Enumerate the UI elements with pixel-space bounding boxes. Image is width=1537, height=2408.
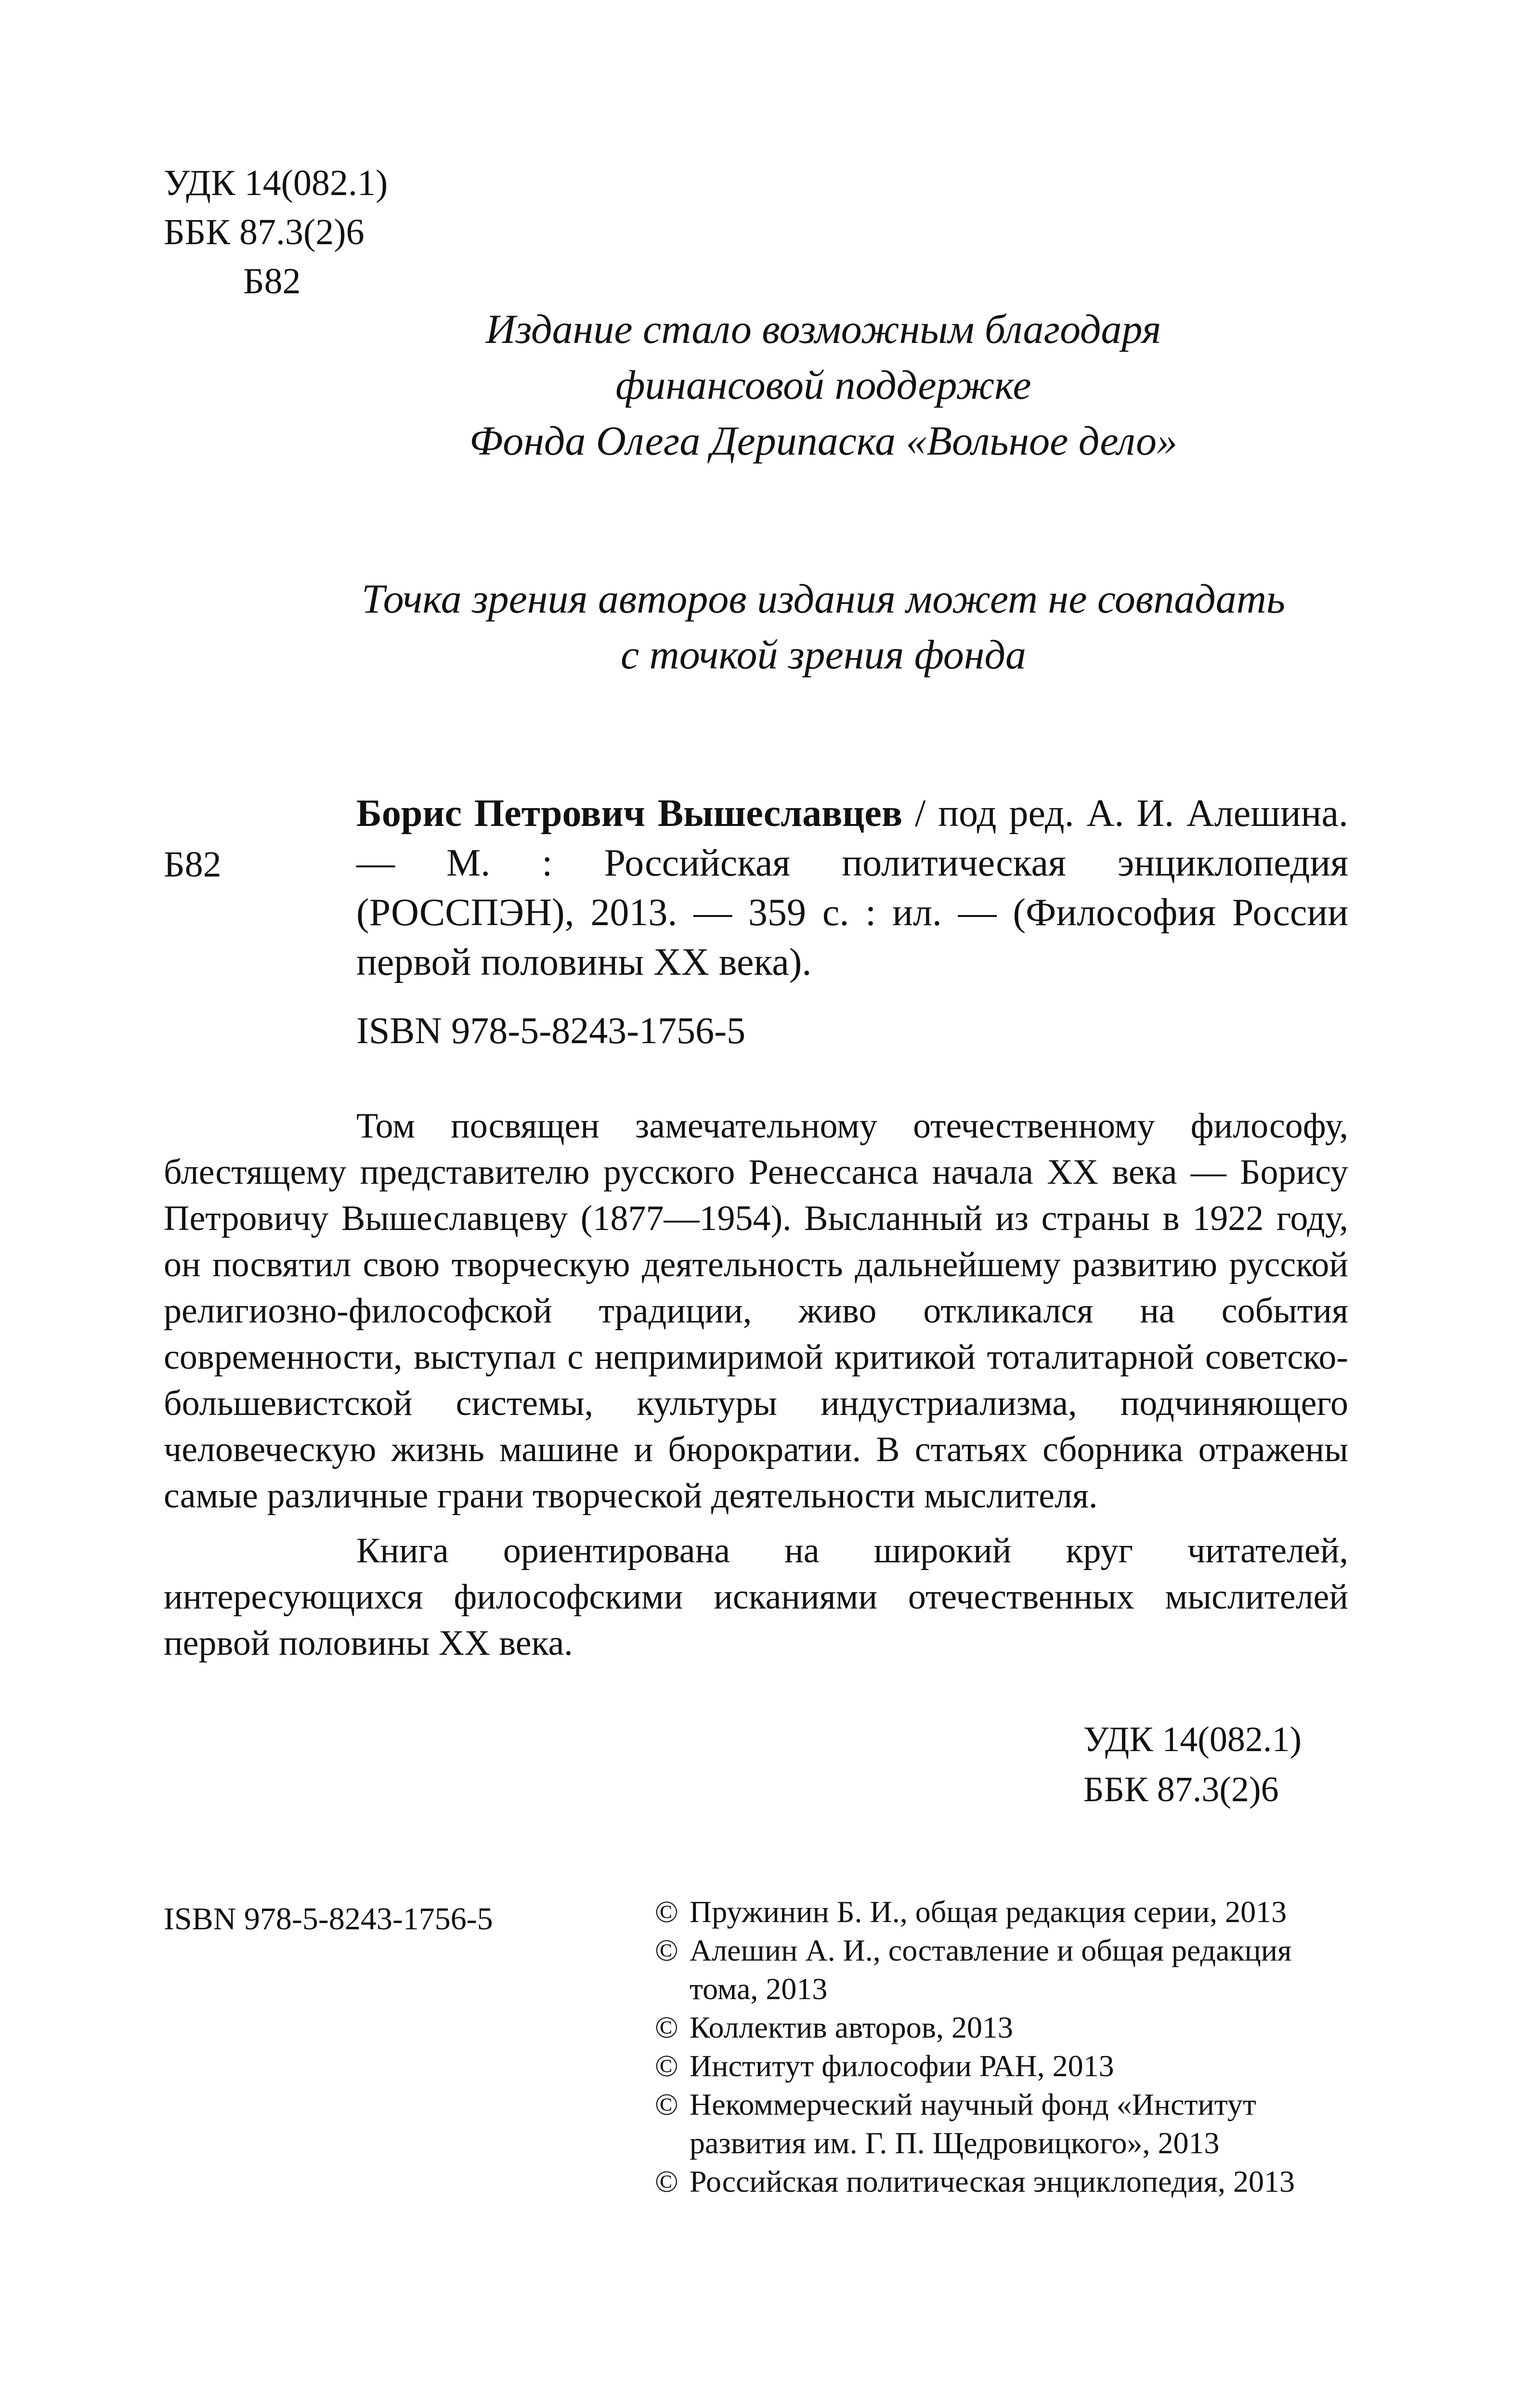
copyright-icon: © [655, 2164, 678, 2199]
isbn-record: ISBN 978-5-8243-1756-5 [356, 1009, 746, 1051]
copyright-text: Российская политическая энциклопедия, 2013 [690, 2164, 1295, 2199]
bbk-code-bottom: ББК 87.3(2)6 [1083, 1770, 1279, 1809]
copyright-item [655, 2162, 1348, 2201]
copyright-text: Коллектив авторов, 2013 [690, 2010, 1013, 2044]
copyright-icon: © [655, 1933, 678, 1967]
annotation-paragraph: Том посвящен замечательному отечественному философу, блестящему представителю русского Ренессанса начала XX века — Борису Петровичу Вышеславцеву (1877—1954). Высланный из страны в 1922 году, он посвятил свою творческую деятельность дальнейшему развитию русской религиозно-философской традиции, живо откликался на события современности, выступал с непримиримой критикой тоталитарной советско-большевистской системы, культуры индустриализма, подчиняющего человеческую жизнь машине и бюрократии. В статьях сборника отражены самые различные грани творческой деятельности мыслителя. [164, 1106, 1348, 1516]
disclaimer-note [250, 571, 1396, 682]
copyright-text: Некоммерческий научный фонд «Институт развития им. Г. П. Щедровицкого», 2013 [690, 2087, 1256, 2160]
bibliographic-record [356, 789, 1348, 987]
copyright-icon: © [655, 1895, 678, 1929]
copyright-item [655, 2008, 1348, 2047]
copyright-icon: © [655, 2049, 678, 2083]
author-mark-record: Б82 [164, 844, 221, 885]
record-details: / под ред. А. И. Алешина. — М. : Российская политическая энциклопедия (РОССПЭН), 2013. — 359 с. : ил. — (Философия России первой половины XX века). [356, 792, 1348, 983]
bbk-code-top: ББК 87.3(2)6 [164, 212, 365, 252]
support-note-line: финансовой поддержке [615, 362, 1031, 408]
annotation-paragraph: Книга ориентирована на широкий круг читателей, интересующихся философскими исканиями отечественных мыслителей первой половины XX века. [164, 1531, 1348, 1663]
copyright-text: Алешин А. И., составление и общая редакция тома, 2013 [690, 1933, 1292, 2006]
author-mark-top: Б82 [243, 261, 301, 301]
support-note-line: Издание стало возможным благодаря [485, 306, 1161, 352]
classification-bottom [1083, 1714, 1302, 1815]
isbn-footer: ISBN 978-5-8243-1756-5 [164, 1901, 493, 1937]
copyright-icon: © [655, 2010, 678, 2044]
support-note [250, 301, 1396, 469]
copyright-icon: © [655, 2087, 678, 2121]
udk-code-bottom: УДК 14(082.1) [1083, 1720, 1302, 1759]
copyright-text: Институт философии РАН, 2013 [690, 2049, 1114, 2083]
disclaimer-line: Точка зрения авторов издания может не совпадать [362, 576, 1285, 622]
copyright-item [655, 1931, 1348, 2008]
support-note-line: Фонда Олега Дерипаска «Вольное дело» [469, 418, 1177, 464]
copyright-list [655, 1893, 1348, 2201]
copyright-text: Пружинин Б. И., общая редакция серии, 2013 [690, 1895, 1287, 1929]
copyright-item [655, 1893, 1348, 1931]
copyright-item [655, 2085, 1348, 2162]
annotation [164, 1103, 1348, 1666]
disclaimer-line: с точкой зрения фонда [621, 631, 1026, 678]
udk-code-top: УДК 14(082.1) [164, 163, 388, 203]
record-author: Борис Петрович Вышеславцев [356, 792, 903, 835]
copyright-item [655, 2047, 1348, 2085]
